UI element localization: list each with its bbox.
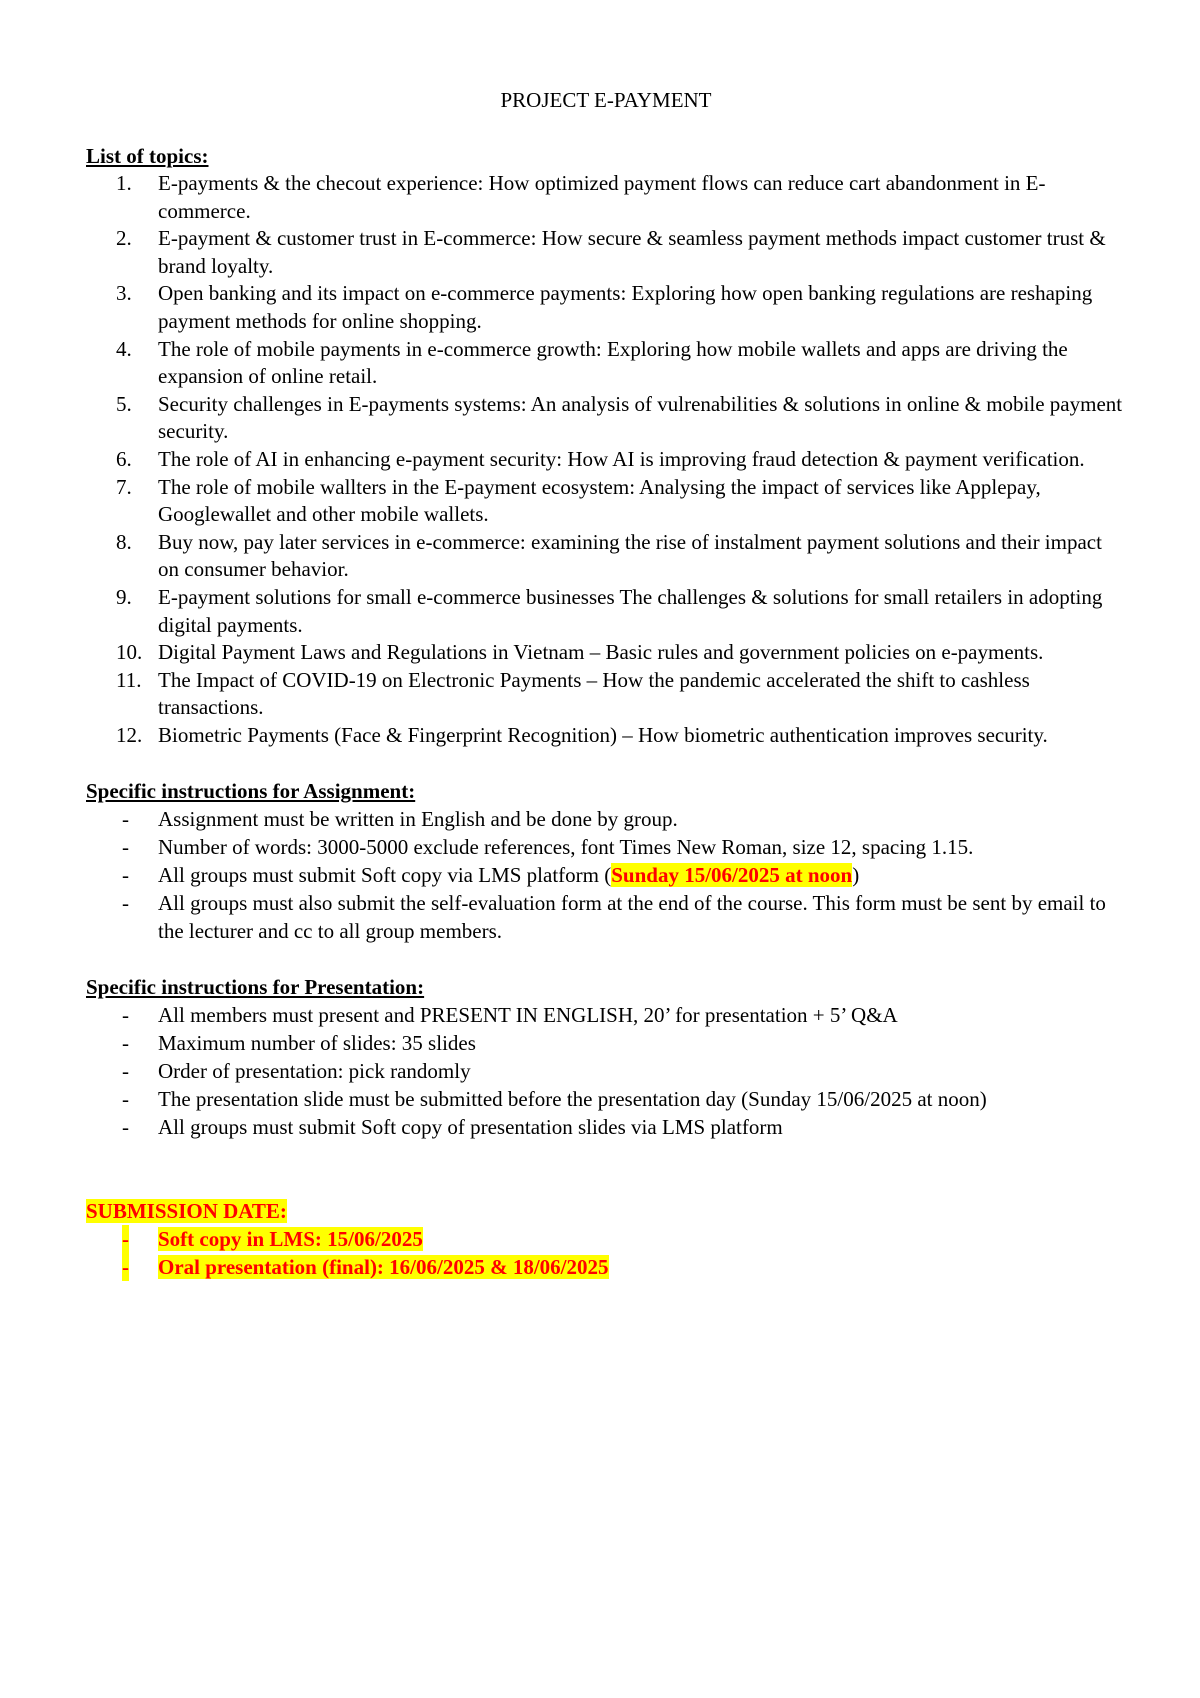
list-number: 3. bbox=[116, 281, 132, 306]
dash-marker: - bbox=[122, 1227, 129, 1252]
submission-list bbox=[86, 1225, 1126, 1281]
dash-marker: - bbox=[122, 807, 129, 832]
dash-marker: - bbox=[122, 1031, 129, 1056]
list-text: Maximum number of slides: 35 slides bbox=[158, 1031, 476, 1056]
list-text: The role of AI in enhancing e-payment security: How AI is improving fraud detection & payment verification. bbox=[158, 446, 1085, 471]
list-item bbox=[122, 1253, 1126, 1281]
dash-marker: - bbox=[122, 1059, 129, 1084]
list-text: Assignment must be written in English and be done by group. bbox=[158, 807, 678, 832]
spacer bbox=[86, 945, 1126, 973]
list-item bbox=[116, 584, 1126, 639]
list-number: 5. bbox=[116, 391, 132, 416]
dash-marker: - bbox=[122, 835, 129, 860]
dash-marker: - bbox=[122, 1255, 129, 1280]
assignment-list bbox=[86, 805, 1126, 945]
list-item bbox=[122, 1085, 1126, 1113]
list-text: The presentation slide must be submitted before the presentation day (Sunday 15/06/2025 at noon) bbox=[158, 1087, 987, 1112]
list-text: Buy now, pay later services in e-commerce: examining the rise of instalment payment solutions and their impact on consumer behavior. bbox=[158, 529, 1102, 582]
list-item bbox=[116, 639, 1126, 667]
submission-heading bbox=[86, 1197, 1126, 1225]
list-number: 4. bbox=[116, 336, 132, 361]
list-text: Open banking and its impact on e-commerce payments: Exploring how open banking regulations are reshaping payment methods for online shopping. bbox=[158, 281, 1093, 333]
submission-date-text: Oral presentation (final): 16/06/2025 & 18/06/2025 bbox=[158, 1255, 609, 1280]
list-text: All groups must also submit the self-evaluation form at the end of the course. This form must be sent by email to the lecturer and cc to all group members. bbox=[158, 891, 1106, 944]
list-item bbox=[122, 1113, 1126, 1141]
list-item bbox=[116, 529, 1126, 584]
list-text: ) bbox=[852, 863, 860, 888]
list-text: Order of presentation: pick randomly bbox=[158, 1059, 471, 1084]
list-item bbox=[116, 667, 1126, 722]
spacer bbox=[86, 114, 1126, 142]
list-text: All groups must submit Soft copy via LMS platform ( bbox=[158, 863, 612, 888]
list-item bbox=[122, 805, 1126, 833]
list-item bbox=[116, 170, 1126, 225]
deadline-highlight: Sunday 15/06/2025 at noon bbox=[611, 863, 853, 888]
presentation-heading: Specific instructions for Presentation: bbox=[86, 975, 425, 1000]
list-text: E-payment solutions for small e-commerce businesses The challenges & solutions for small retailers in adopting digital payments. bbox=[158, 584, 1103, 637]
list-item bbox=[122, 1057, 1126, 1085]
list-text: E-payments & the checout experience: How optimized payment flows can reduce cart abandonment in E-commerce. bbox=[158, 171, 1046, 223]
list-item bbox=[116, 474, 1126, 529]
dash-marker: - bbox=[122, 1087, 129, 1112]
list-number: 10. bbox=[116, 640, 143, 665]
presentation-list bbox=[86, 1001, 1126, 1141]
list-item bbox=[116, 280, 1126, 335]
list-item bbox=[122, 1225, 1126, 1253]
topics-heading: List of topics: bbox=[86, 144, 209, 168]
list-item bbox=[116, 336, 1126, 391]
list-item bbox=[116, 391, 1126, 446]
list-text: The Impact of COVID-19 on Electronic Payments – How the pandemic accelerated the shift to cashless transactions. bbox=[158, 667, 1030, 720]
list-number: 8. bbox=[116, 529, 132, 554]
list-text: The role of mobile payments in e-commerce growth: Exploring how mobile wallets and apps are driving the expansion of online retail. bbox=[158, 336, 1068, 389]
list-number: 11. bbox=[116, 667, 142, 692]
list-item bbox=[122, 1029, 1126, 1057]
list-text: Number of words: 3000-5000 exclude references, font Times New Roman, size 12, spacing 1.15. bbox=[158, 835, 974, 860]
list-number: 6. bbox=[116, 446, 132, 471]
list-text: The role of mobile wallters in the E-payment ecosystem: Analysing the impact of services like Applepay, Googlewallet and other mobile wallets. bbox=[158, 474, 1041, 527]
list-item bbox=[116, 225, 1126, 280]
list-number: 1. bbox=[116, 171, 132, 195]
dash-marker: - bbox=[122, 891, 129, 916]
list-text: All groups must submit Soft copy of presentation slides via LMS platform bbox=[158, 1115, 783, 1140]
list-item bbox=[122, 1001, 1126, 1029]
list-item bbox=[116, 722, 1126, 750]
list-item bbox=[116, 446, 1126, 474]
spacer bbox=[86, 1141, 1126, 1197]
list-number: 9. bbox=[116, 584, 132, 609]
assignment-heading: Specific instructions for Assignment: bbox=[86, 779, 416, 804]
submission-heading-text: SUBMISSION DATE: bbox=[86, 1199, 287, 1224]
list-text: Biometric Payments (Face & Fingerprint Recognition) – How biometric authentication improves security. bbox=[158, 722, 1048, 747]
document-page bbox=[86, 86, 1126, 1281]
dash-marker: - bbox=[122, 1003, 129, 1028]
list-number: 2. bbox=[116, 226, 132, 251]
list-item bbox=[122, 889, 1126, 945]
list-item bbox=[122, 861, 1126, 889]
list-item bbox=[122, 833, 1126, 861]
list-number: 12. bbox=[116, 722, 143, 747]
list-text: Security challenges in E-payments systems: An analysis of vulrenabilities & solutions in online & mobile payment security. bbox=[158, 391, 1123, 444]
document-title: PROJECT E-PAYMENT bbox=[500, 88, 712, 112]
submission-date-text: Soft copy in LMS: 15/06/2025 bbox=[158, 1227, 423, 1252]
list-text: E-payment & customer trust in E-commerce: How secure & seamless payment methods impact customer trust & brand loyalty. bbox=[158, 226, 1106, 278]
list-text: Digital Payment Laws and Regulations in Vietnam – Basic rules and government policies on e-payments. bbox=[158, 640, 1044, 665]
dash-marker: - bbox=[122, 1115, 129, 1140]
topics-list bbox=[86, 170, 1126, 749]
list-text: All members must present and PRESENT IN ENGLISH, 20’ for presentation + 5’ Q&A bbox=[158, 1003, 898, 1028]
spacer bbox=[86, 749, 1126, 777]
dash-marker: - bbox=[122, 863, 129, 888]
list-number: 7. bbox=[116, 474, 132, 499]
